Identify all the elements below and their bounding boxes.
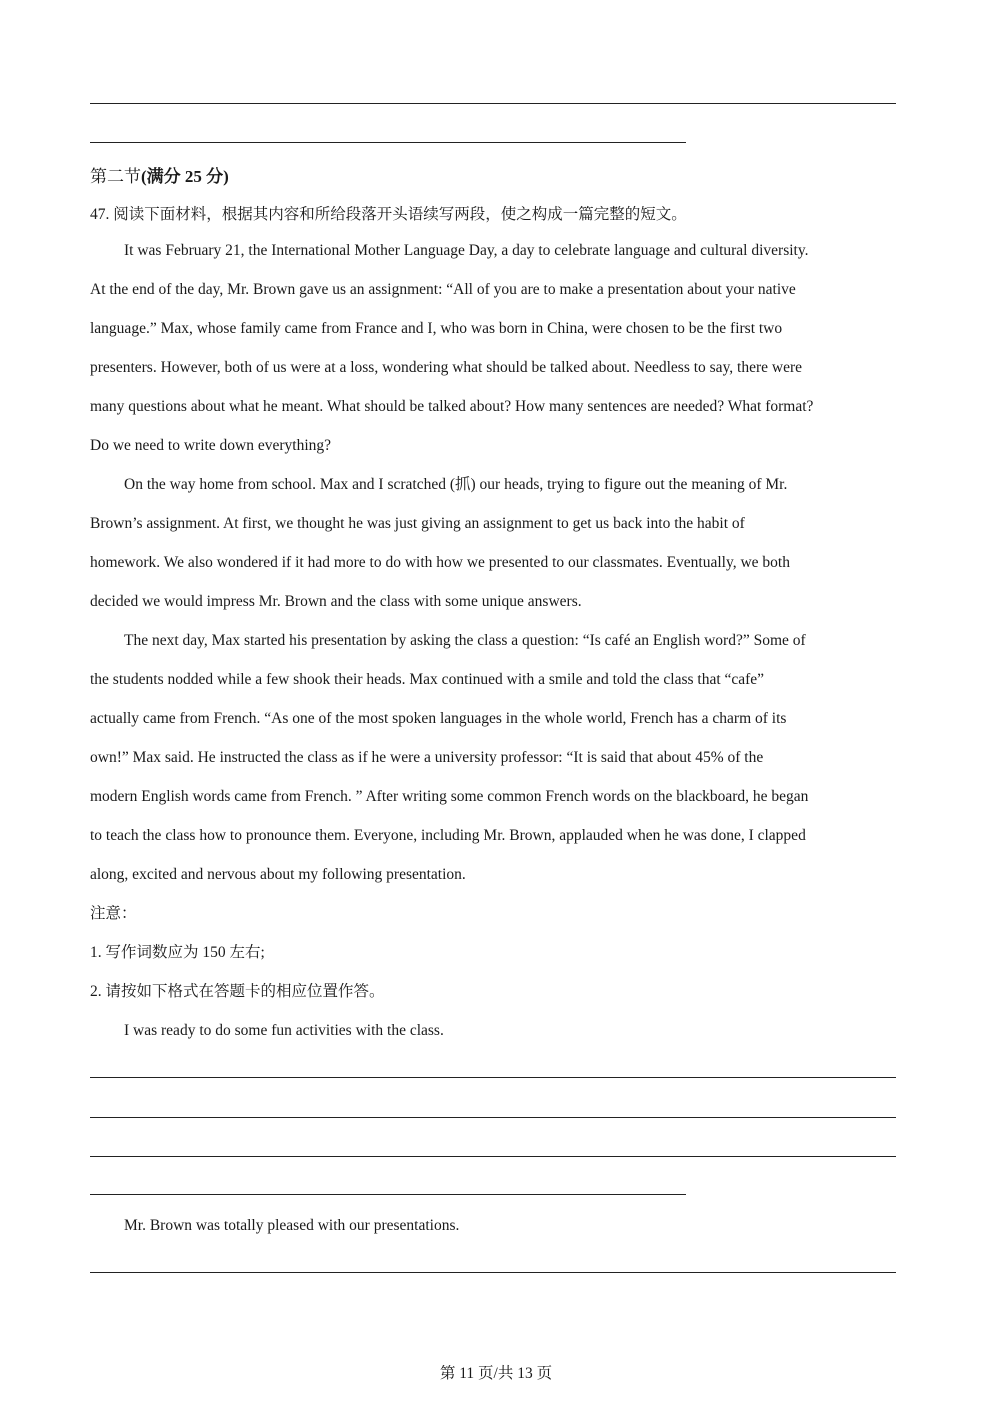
passage-line: actually came from French. “As one of the most spoken languages in the whole world, French has a charm of its [90, 710, 787, 727]
passage-line: The next day, Max started his presentation by asking the class a question: “Is café an English word?” Some of [124, 632, 806, 649]
note-item: 2. 请按如下格式在答题卡的相应位置作答。 [90, 983, 385, 1000]
answer-line [90, 1077, 896, 1078]
notes-label: 注意： [90, 905, 137, 922]
page-number: 第 11 页/共 13 页 [439, 1365, 553, 1382]
passage-line: decided we would impress Mr. Brown and the class with some unique answers. [90, 593, 582, 610]
answer-line [90, 1272, 896, 1273]
passage-line: At the end of the day, Mr. Brown gave us an assignment: “All of you are to make a presentation about your native [90, 281, 796, 298]
passage-line: On the way home from school. Max and I scratched (抓) our heads, trying to figure out the meaning of Mr. [124, 476, 788, 493]
question-instruction [90, 202, 687, 224]
passage-line: modern English words came from French. ” After writing some common French words on the blackboard, he began [90, 788, 809, 805]
passage-line: to teach the class how to pronounce them. Everyone, including Mr. Brown, applauded when he was done, I clapped [90, 827, 806, 844]
answer-line [90, 1156, 896, 1157]
paragraph-prompt: Mr. Brown was totally pleased with our presentations. [124, 1217, 460, 1234]
passage-line: homework. We also wondered if it had more to do with how we presented to our classmates. Eventually, we both [90, 554, 790, 571]
question-text: 阅读下面材料，根据其内容和所给段落开头语续写两段，使之构成一篇完整的短文。 [113, 206, 687, 223]
answer-line [90, 103, 896, 104]
section-heading-prefix: 第二节 [90, 167, 141, 186]
section-heading [90, 162, 229, 187]
passage-line: many questions about what he meant. What should be talked about? How many sentences are needed? What format? [90, 398, 814, 415]
answer-line [90, 1117, 896, 1118]
question-number: 47. [90, 206, 110, 223]
answer-line [90, 142, 686, 143]
passage-line: own!” Max said. He instructed the class as if he were a university professor: “It is said that about 45% of the [90, 749, 764, 766]
answer-line [90, 1194, 686, 1195]
passage-line: the students nodded while a few shook their heads. Max continued with a smile and told the class that “cafe” [90, 671, 765, 688]
passage-line: presenters. However, both of us were at a loss, wondering what should be talked about. Needless to say, there were [90, 359, 803, 376]
passage-line: language.” Max, whose family came from France and I, who was born in China, were chosen to be the first two [90, 320, 783, 337]
passage-line: along, excited and nervous about my following presentation. [90, 866, 466, 883]
section-heading-score: (满分 25 分) [141, 167, 229, 186]
passage-line: It was February 21, the International Mother Language Day, a day to celebrate language and cultural diversity. [124, 242, 809, 259]
passage-line: Do we need to write down everything? [90, 437, 332, 454]
passage-line: Brown’s assignment. At first, we thought he was just giving an assignment to get us back into the habit of [90, 515, 745, 532]
paragraph-prompt: I was ready to do some fun activities with the class. [124, 1022, 444, 1039]
note-item: 1. 写作词数应为 150 左右; [90, 944, 265, 961]
